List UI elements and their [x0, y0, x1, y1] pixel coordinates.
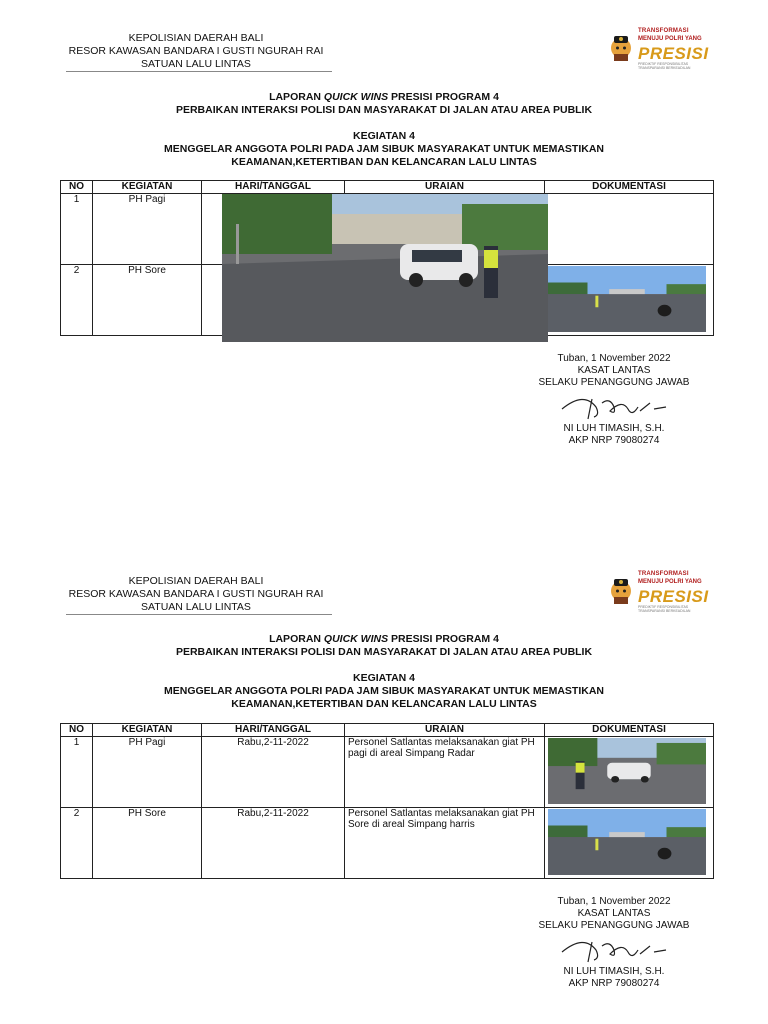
- org-header: [60, 575, 332, 614]
- activity-line-2: KEAMANAN,KETERTIBAN DAN KELANCARAN LALU LINTAS: [231, 156, 537, 168]
- police-mascot-icon: [608, 575, 634, 605]
- presisi-logo: [608, 28, 712, 68]
- cell-no: 1: [61, 737, 93, 808]
- col-header-dokumentasi: DOKUMENTASI: [545, 181, 714, 194]
- sign-role-2: SELAKU PENANGGUNG JAWAB: [538, 920, 690, 931]
- report-title: LAPORAN QUICK WINS PRESISI PROGRAM 4: [269, 633, 499, 645]
- report-titles: [0, 633, 768, 711]
- org-line-1: KEPOLISIAN DAERAH BALI: [128, 575, 264, 587]
- cell-tanggal: Rabu,2-11-2022: [202, 808, 345, 879]
- table-row: [61, 808, 714, 879]
- logo-text-line-2: MENUJU POLRI YANG: [638, 579, 702, 585]
- sign-rank: AKP NRP 79080274: [568, 978, 660, 989]
- logo-text-line-2: MENUJU POLRI YANG: [638, 36, 702, 42]
- handwritten-signature: [554, 389, 674, 423]
- table-header-row: [61, 724, 714, 737]
- logo-text-line-1: TRANSFORMASI: [638, 28, 689, 34]
- org-line-3: SATUAN LALU LINTAS: [141, 58, 251, 70]
- cell-kegiatan: PH Pagi: [93, 194, 202, 265]
- cell-kegiatan: PH Pagi: [93, 737, 202, 808]
- handwritten-signature: [554, 932, 674, 966]
- police-traffic-photo: [548, 809, 706, 875]
- activity-heading: KEGIATAN 4: [352, 672, 416, 684]
- cell-no: 2: [61, 808, 93, 879]
- cell-no: 2: [61, 265, 93, 336]
- logo-tagline: PREDIKTIF RESPONSIBILITAS TRANSPARANSI BERKEADILAN: [638, 62, 691, 70]
- cell-tanggal: Rabu,2-11-2022: [202, 737, 345, 808]
- cell-dokumentasi: [545, 737, 714, 808]
- presisi-logo: [608, 571, 712, 611]
- col-header-uraian: URAIAN: [345, 181, 545, 194]
- logo-brand: PRESISI: [638, 44, 709, 63]
- org-line-2: RESOR KAWASAN BANDARA I GUSTI NGURAH RAI: [68, 588, 324, 600]
- col-header-kegiatan: KEGIATAN: [93, 724, 202, 737]
- sign-role-1: KASAT LANTAS: [577, 908, 651, 919]
- cell-uraian: Personel Satlantas melaksanakan giat PH Sore di areal Simpang harris: [345, 808, 545, 879]
- sign-place-date: Tuban, 1 November 2022: [557, 896, 671, 907]
- signature-block: [536, 896, 692, 990]
- report-subtitle: PERBAIKAN INTERAKSI POLISI DAN MASYARAKAT DI JALAN ATAU AREA PUBLIK: [175, 646, 593, 658]
- org-line-2: RESOR KAWASAN BANDARA I GUSTI NGURAH RAI: [68, 45, 324, 57]
- report-subtitle: PERBAIKAN INTERAKSI POLISI DAN MASYARAKAT DI JALAN ATAU AREA PUBLIK: [175, 104, 593, 116]
- sign-role-1: KASAT LANTAS: [577, 365, 651, 376]
- header-divider: [66, 614, 332, 615]
- col-header-kegiatan: KEGIATAN: [93, 181, 202, 194]
- org-header: [60, 32, 332, 71]
- sign-place-date: Tuban, 1 November 2022: [557, 353, 671, 364]
- police-traffic-photo: [548, 738, 706, 804]
- logo-tagline: PREDIKTIF RESPONSIBILITAS TRANSPARANSI BERKEADILAN: [638, 605, 691, 613]
- table-header-row: [61, 181, 714, 194]
- col-header-dokumentasi: DOKUMENTASI: [545, 724, 714, 737]
- signature-block: [536, 353, 692, 447]
- col-header-no: NO: [61, 181, 93, 194]
- cell-uraian: Personel Satlantas melaksanakan giat PH pagi di areal Simpang Radar: [345, 737, 545, 808]
- report-title: LAPORAN QUICK WINS PRESISI PROGRAM 4: [269, 91, 499, 103]
- sign-name: NI LUH TIMASIH, S.H.: [563, 966, 665, 977]
- cell-no: 1: [61, 194, 93, 265]
- table-row: [61, 737, 714, 808]
- cell-dokumentasi: [545, 808, 714, 879]
- activity-line-1: MENGGELAR ANGGOTA POLRI PADA JAM SIBUK MASYARAKAT UNTUK MEMASTIKAN: [163, 685, 605, 697]
- activity-heading: KEGIATAN 4: [352, 130, 416, 142]
- report-titles: [0, 91, 768, 169]
- cell-kegiatan: PH Sore: [93, 265, 202, 336]
- activity-line-2: KEAMANAN,KETERTIBAN DAN KELANCARAN LALU LINTAS: [231, 698, 537, 710]
- logo-text-line-1: TRANSFORMASI: [638, 571, 689, 577]
- col-header-uraian: URAIAN: [345, 724, 545, 737]
- police-mascot-icon: [608, 32, 634, 62]
- activity-line-1: MENGGELAR ANGGOTA POLRI PADA JAM SIBUK MASYARAKAT UNTUK MEMASTIKAN: [163, 143, 605, 155]
- activity-table: [60, 723, 714, 879]
- col-header-tanggal: HARI/TANGGAL: [202, 724, 345, 737]
- police-traffic-photo: [222, 194, 548, 342]
- header-divider: [66, 71, 332, 72]
- sign-name: NI LUH TIMASIH, S.H.: [563, 423, 665, 434]
- sign-rank: AKP NRP 79080274: [568, 435, 660, 446]
- cell-dokumentasi: [545, 265, 714, 336]
- org-line-3: SATUAN LALU LINTAS: [141, 601, 251, 613]
- col-header-tanggal: HARI/TANGGAL: [202, 181, 345, 194]
- cell-dokumentasi: [545, 194, 714, 265]
- cell-kegiatan: PH Sore: [93, 808, 202, 879]
- logo-brand: PRESISI: [638, 587, 709, 606]
- sign-role-2: SELAKU PENANGGUNG JAWAB: [538, 377, 690, 388]
- org-line-1: KEPOLISIAN DAERAH BALI: [128, 32, 264, 44]
- police-traffic-photo: [548, 266, 706, 332]
- col-header-no: NO: [61, 724, 93, 737]
